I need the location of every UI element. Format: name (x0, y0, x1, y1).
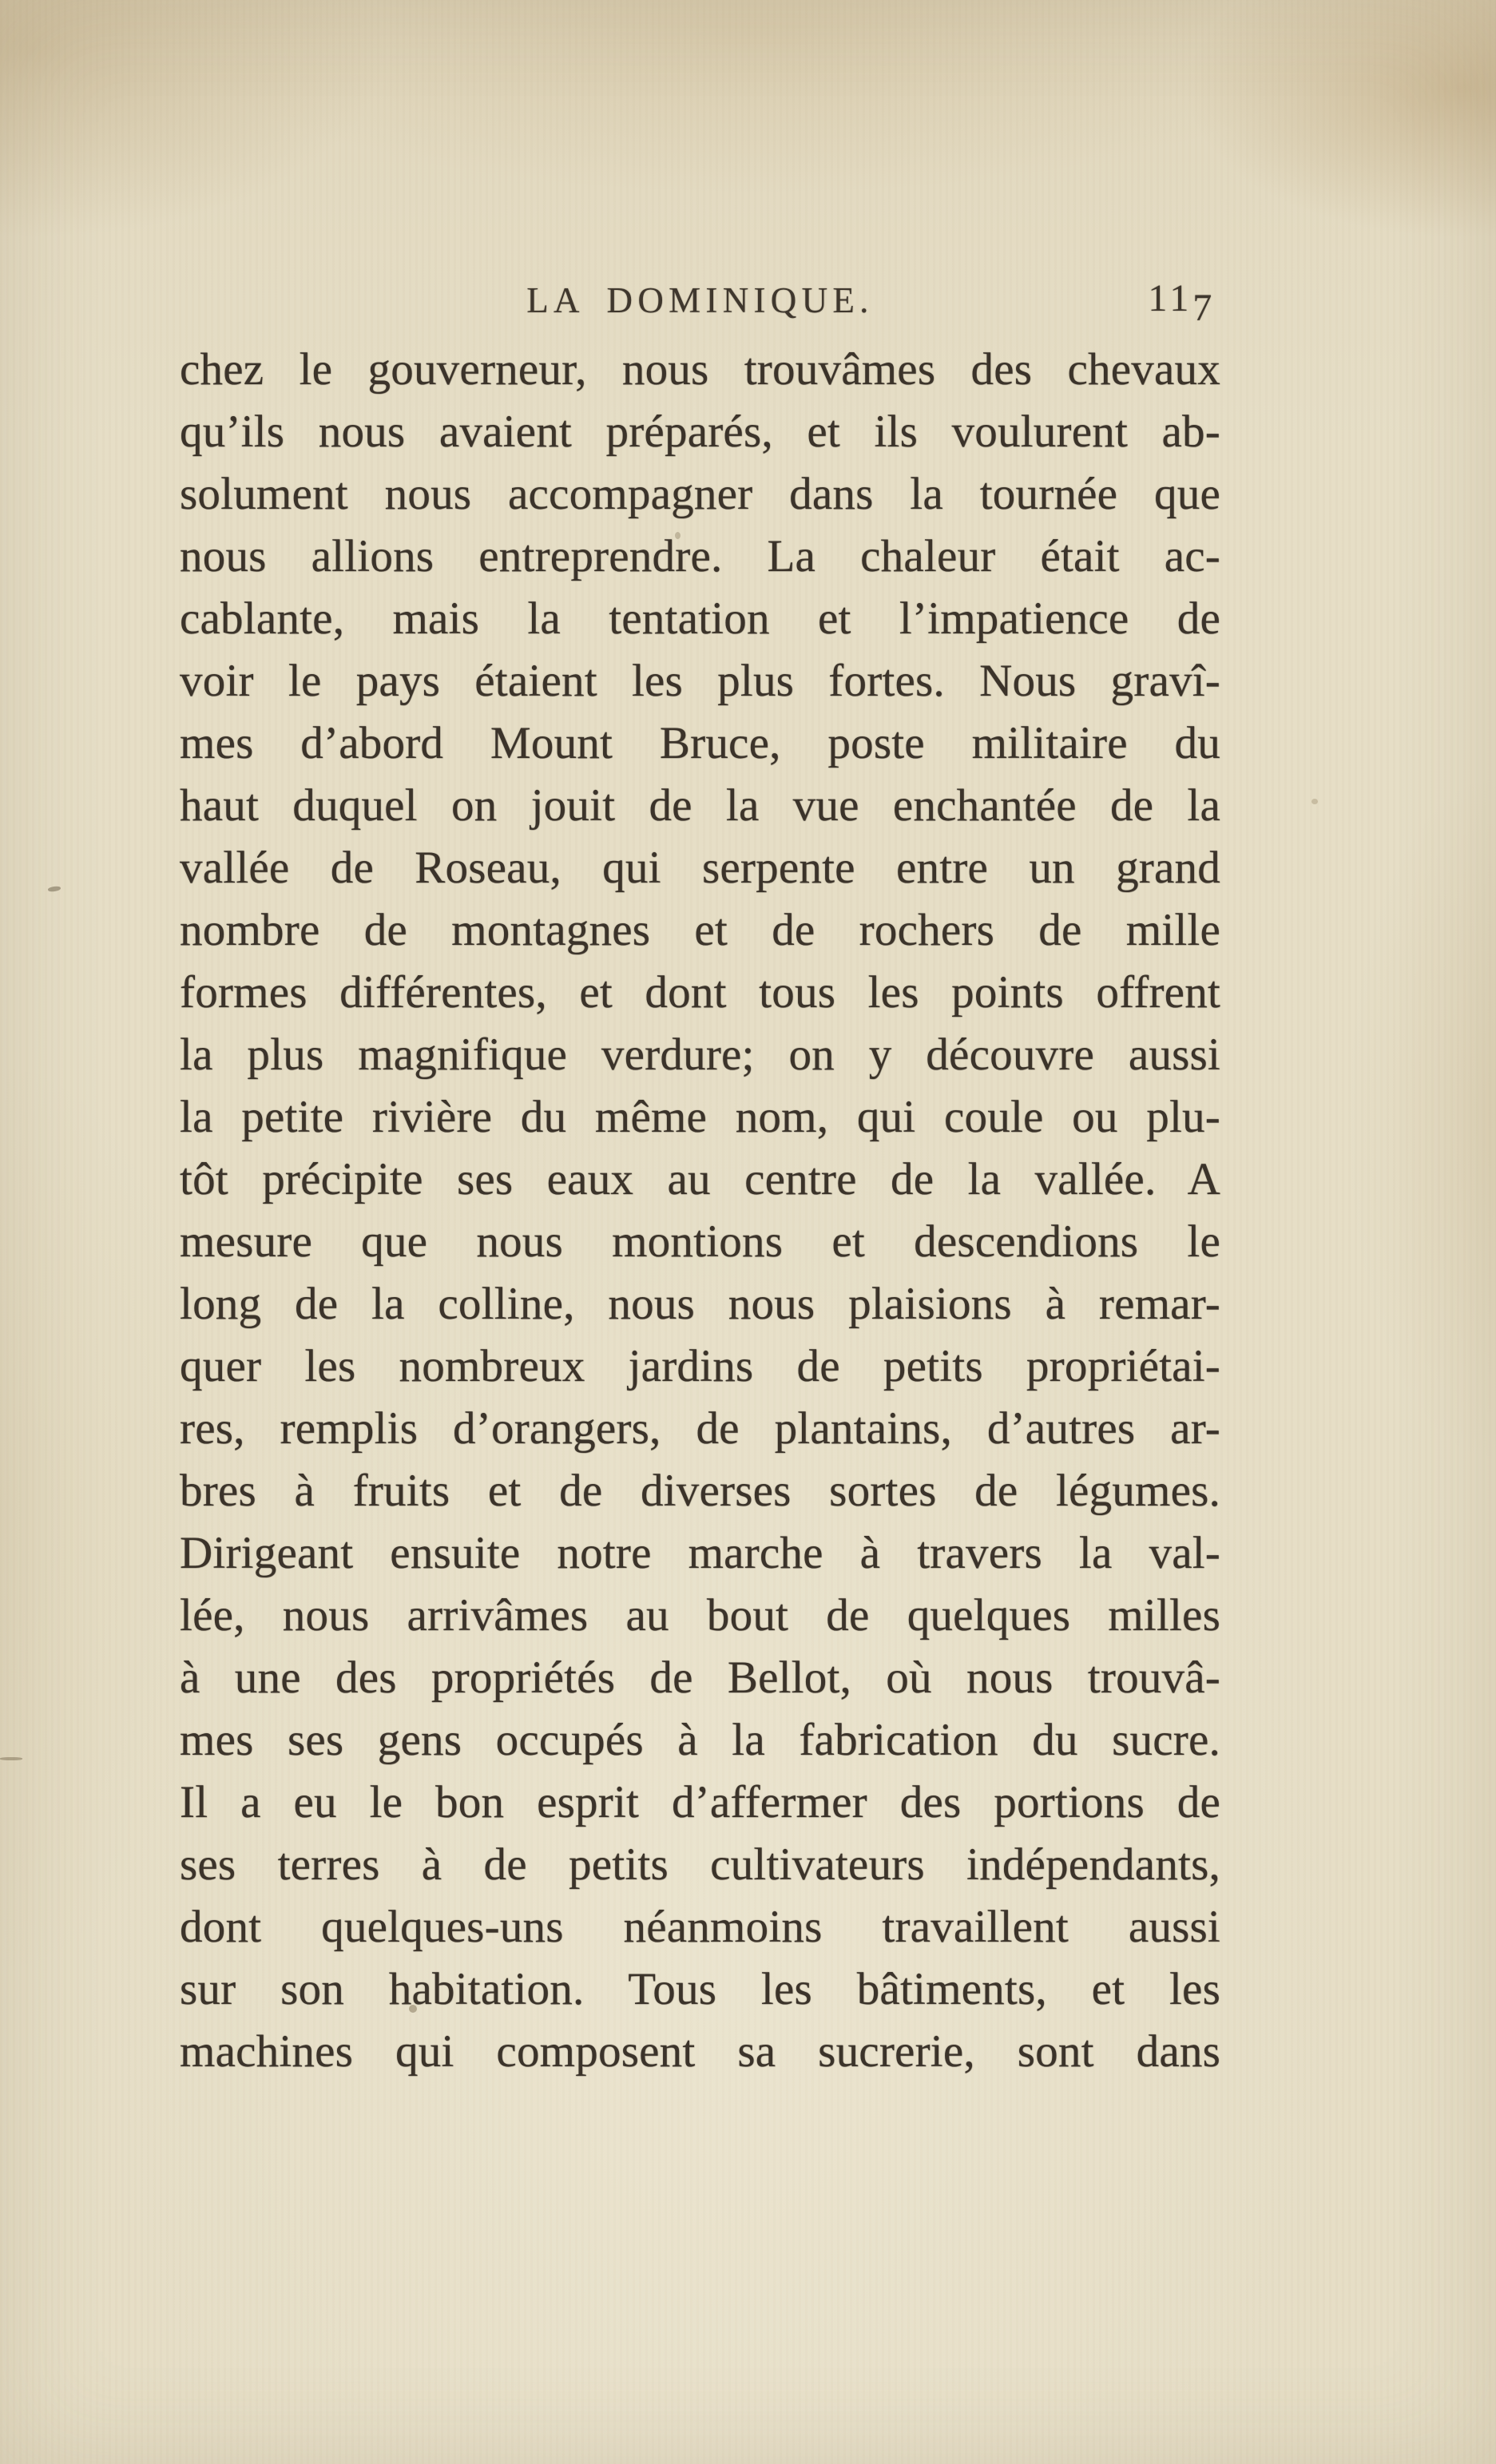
text-line: lée, nous arrivâmes au bout de quelques milles (180, 1590, 1220, 1641)
text-line: bres à fruits et de diverses sortes de légumes. (180, 1466, 1220, 1516)
text-line: la petite rivière du même nom, qui coule ou plu- (180, 1092, 1220, 1142)
text-line: mes d’abord Mount Bruce, poste militaire du (180, 718, 1220, 768)
text-line: res, remplis d’orangers, de plantains, d’autres ar- (180, 1403, 1220, 1454)
paper-speck (48, 886, 62, 892)
text-line: haut duquel on jouit de la vue enchantée de la (180, 780, 1220, 831)
text-line: sur son habitation. Tous les bâtiments, et les (180, 1964, 1220, 2014)
running-header (180, 273, 1220, 340)
text-line: à une des propriétés de Bellot, où nous trouvâ- (180, 1653, 1220, 1703)
text-line: mes ses gens occupés à la fabrication du sucre. (180, 1715, 1220, 1765)
text-line: vallée de Roseau, qui serpente entre un grand (180, 843, 1220, 893)
text-line: ses terres à de petits cultivateurs indépendants, (180, 1839, 1220, 1890)
text-line: quer les nombreux jardins de petits propriétai- (180, 1341, 1220, 1391)
text-line: machines qui composent sa sucrerie, sont dans (180, 2026, 1220, 2077)
paper-speck (0, 1757, 22, 1760)
text-line: formes différentes, et dont tous les points offrent (180, 967, 1220, 1018)
paper-speck (409, 2005, 417, 2013)
text-line: tôt précipite ses eaux au centre de la vallée. A (180, 1154, 1220, 1204)
text-line: cablante, mais la tentation et l’impatience de (180, 593, 1220, 644)
text-line: la plus magnifique verdure; on y découvre aussi (180, 1030, 1220, 1080)
text-line: voir le pays étaient les plus fortes. Nous gravî- (180, 656, 1220, 706)
text-line: dont quelques-uns néanmoins travaillent aussi (180, 1902, 1220, 1952)
text-line: chez le gouverneur, nous trouvâmes des chevaux (180, 344, 1220, 395)
text-line: qu’ils nous avaient préparés, et ils voulurent ab- (180, 407, 1220, 457)
page-number-oldstyle-digit: 7 (1192, 287, 1216, 329)
text-line: nous allions entreprendre. La chaleur était ac- (180, 531, 1220, 581)
text-line: Il a eu le bon esprit d’affermer des portions de (180, 1777, 1220, 1827)
text-line: solument nous accompagner dans la tournée que (180, 469, 1220, 519)
page-number-lining-digits: 11 (1148, 277, 1193, 319)
text-line: Dirigeant ensuite notre marche à travers la val- (180, 1528, 1220, 1578)
paper-speck (675, 532, 681, 539)
page-number (1148, 276, 1216, 329)
text-line: nombre de montagnes et de rochers de mille (180, 905, 1220, 955)
paper-speck (1311, 799, 1318, 804)
body-text (180, 339, 1220, 2083)
text-line: long de la colline, nous nous plaisions à remar- (180, 1279, 1220, 1329)
running-header-title: LA DOMINIQUE. (526, 280, 874, 320)
text-line: mesure que nous montions et descendions le (180, 1216, 1220, 1267)
